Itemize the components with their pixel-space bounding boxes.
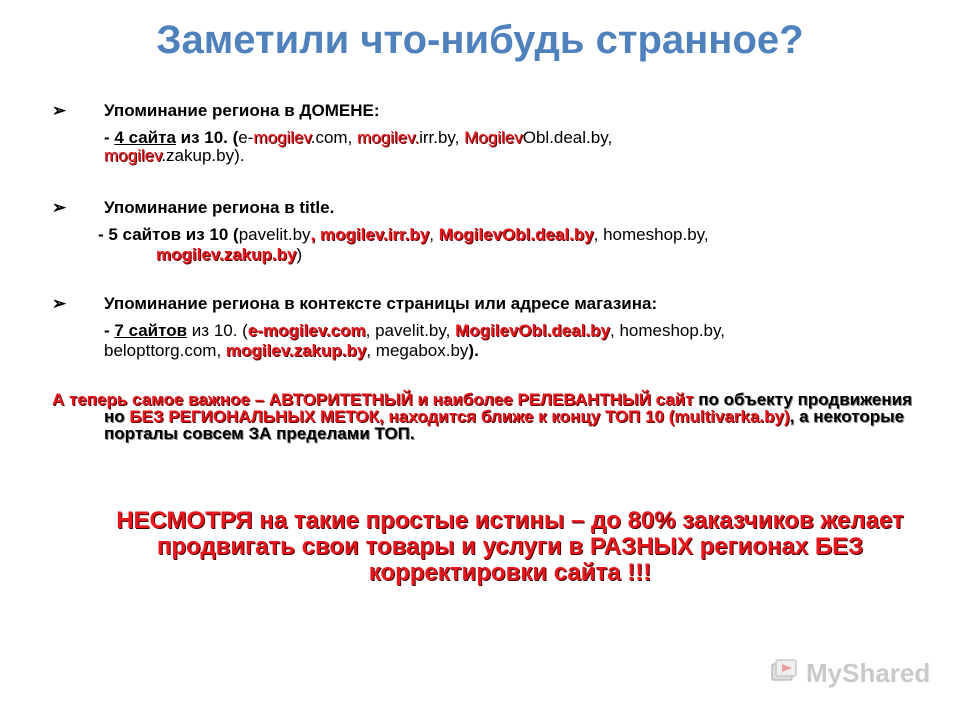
slide-title: Заметили что-нибудь странное? (156, 18, 804, 62)
bullet3-line2: belopttorg.com, mogilev.zakup.by, megabox.by). (104, 341, 479, 360)
bullet1-heading: Упоминание региона в ДОМЕНЕ: (104, 101, 380, 120)
bullet3-heading: Упоминание региона в контексте страницы или адресе магазина: (104, 294, 658, 313)
conclusion-paragraph: А теперь самое важное – АВТОРИТЕТНЫЙ и наиболее РЕЛЕВАНТНЫЙ сайт по объекту продвижения но БЕЗ РЕГИОНАЛЬНЫХ МЕТОК, находится ближе к концу ТОП 10 (multivarka.by), а некоторые порталы совсем ЗА пределами ТОП. (52, 390, 913, 443)
bullet2-heading: Упоминание региона в title. (104, 198, 335, 217)
myshared-logo (770, 656, 930, 690)
bullet1-line1: - 4 сайта из 10. (e-mogilev.com, mogilev.irr.by, MogilevObl.deal.by, (104, 128, 613, 147)
highlight-statement: НЕСМОТРЯ на такие простые истины – до 80% заказчиков желает продвигать свои товары и услуги в РАЗНЫХ регионах БЕЗ корректировки сайта !!! (116, 507, 904, 586)
bullet1-line2: mogilev.zakup.by). (104, 146, 245, 165)
bullet2-line1: - 5 сайтов из 10 (pavelit.by, mogilev.irr.by, MogilevObl.deal.by, homeshop.by, (98, 225, 709, 244)
arrow-bullet-icon: ➢ (52, 101, 67, 120)
myshared-logo-icon (770, 658, 800, 688)
bullet2-line2: mogilev.zakup.by) (156, 245, 303, 264)
arrow-bullet-icon: ➢ (52, 198, 67, 217)
arrow-bullet-icon: ➢ (52, 294, 67, 313)
logo-text: MyShared (806, 657, 931, 688)
bullet3-line1: - 7 сайтов из 10. (e-mogilev.com, pavelit.by, MogilevObl.deal.by, homeshop.by, (104, 321, 725, 340)
